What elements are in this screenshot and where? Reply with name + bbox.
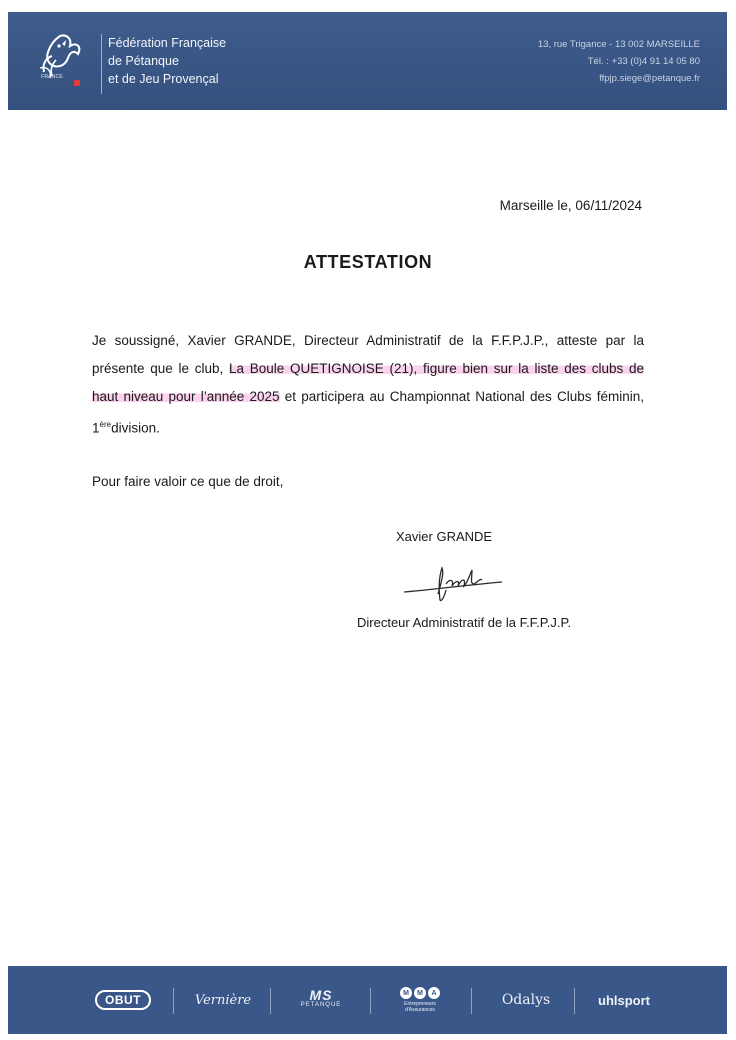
sponsor-ms-petanque: [286, 980, 356, 1020]
closing-formula: Pour faire valoir ce que de droit,: [92, 474, 284, 489]
obut-logo: OBUT: [95, 990, 151, 1010]
sponsor-verniere: [188, 980, 258, 1020]
sponsor-divider: [370, 988, 371, 1014]
letterhead-band: [8, 12, 727, 110]
mma-letter: A: [428, 987, 440, 999]
signer-name: Xavier GRANDE: [396, 529, 493, 544]
contact-address: 13, rue Trigance - 13 002 MARSEILLE: [537, 39, 700, 50]
federation-name-line: de Pétanque: [108, 54, 179, 68]
sponsor-divider: [270, 988, 271, 1014]
highlighted-year-text: haut niveau pour l’année 2025: [92, 389, 280, 404]
contact-email: ffpjp.siege@petanque.fr: [599, 73, 700, 84]
contact-phone: Tél. : +33 (0)4 91 14 05 80: [587, 56, 700, 67]
mma-subtitle: d'Assurances: [405, 1007, 435, 1013]
sponsor-odalys: [486, 980, 566, 1020]
sponsor-mma: [382, 980, 458, 1020]
odalys-logo: Odalys: [501, 992, 551, 1008]
federation-name-line: et de Jeu Provençal: [108, 72, 219, 86]
letter-title: ATTESTATION: [303, 252, 433, 272]
sponsor-uhlsport: [586, 980, 662, 1020]
body-text: division.: [111, 420, 160, 436]
ms-subtitle: PETANQUE: [300, 1002, 342, 1008]
attestation-paragraph: [92, 327, 644, 443]
federation-name: [108, 34, 226, 88]
ms-logo: MS: [309, 987, 333, 1003]
sponsor-band: [8, 966, 727, 1034]
highlighted-club-text: La Boule QUETIGNOISE (21), figure bien sur la liste des clubs de: [229, 361, 644, 376]
federation-logo: [30, 28, 90, 98]
contact-block: [538, 36, 700, 87]
signer-role: Directeur Administratif de la F.F.P.J.P.: [357, 615, 572, 630]
sponsor-divider: [471, 988, 472, 1014]
uhlsport-logo: uhlsport: [598, 992, 650, 1008]
ordinal-superscript: ère: [99, 420, 112, 429]
mma-letter: M: [414, 987, 426, 999]
handwritten-signature: [398, 560, 508, 604]
mma-subtitle: Entrepreneurs: [404, 1001, 436, 1007]
mma-letter: M: [400, 987, 412, 999]
sponsor-obut: [88, 980, 158, 1020]
body-text: Je soussigné, Xavier GRANDE, Directeur Administratif de la F.F.P.J.P., atteste par la présente que le club,: [92, 333, 644, 376]
sponsor-divider: [173, 988, 174, 1014]
federation-name-line: Fédération Française: [108, 36, 227, 50]
sponsor-divider: [574, 988, 575, 1014]
logo-caption: FRANCE: [41, 74, 63, 80]
header-divider: [101, 34, 102, 94]
body-text: et participera au Championnat National des Clubs féminin, 1: [92, 389, 644, 436]
verniere-logo: Vernière: [194, 992, 252, 1008]
letter-date: Marseille le, 06/11/2024: [499, 198, 642, 213]
rooster-icon: [30, 28, 90, 98]
